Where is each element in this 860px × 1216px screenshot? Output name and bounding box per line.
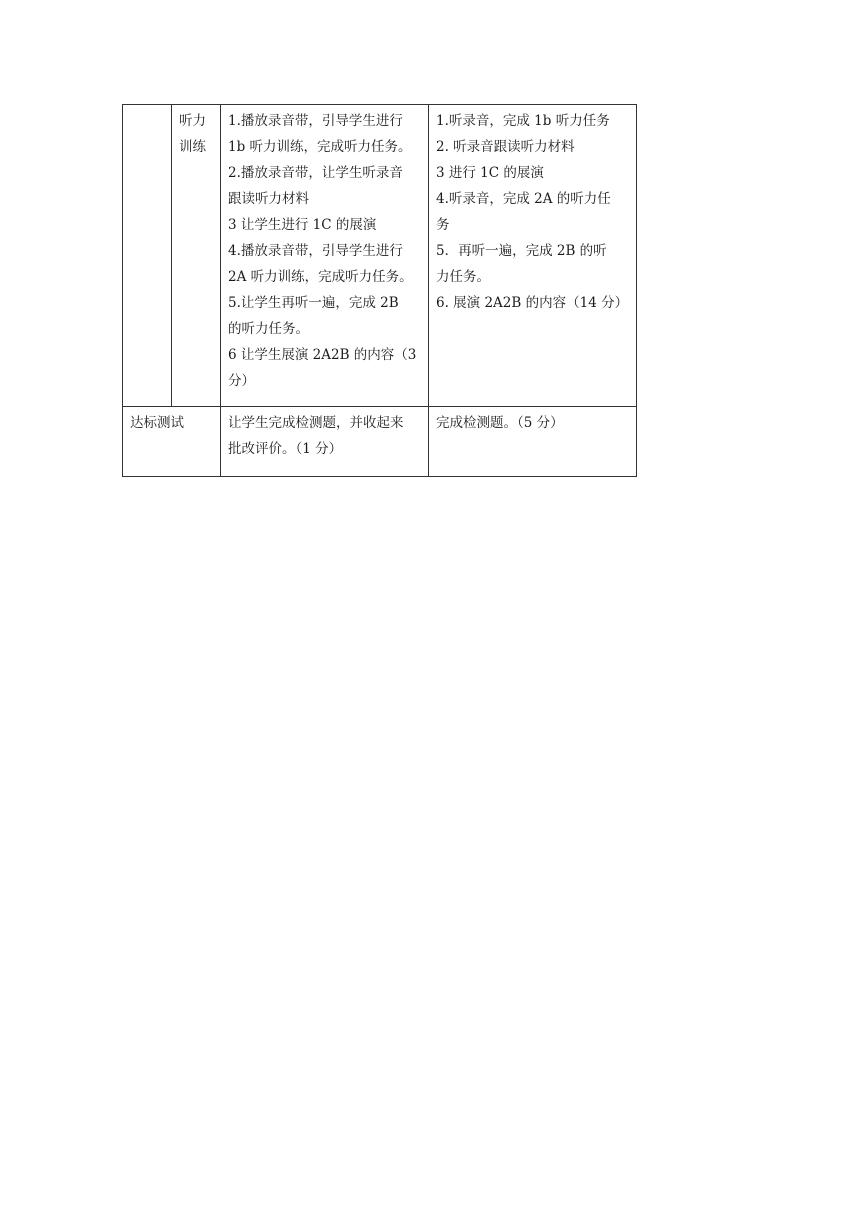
- sub-stage-cell: [172, 105, 221, 407]
- teacher-line: 让学生完成检测题，并收起来: [228, 415, 404, 431]
- stage-cell: [123, 105, 172, 407]
- student-line: 6. 展演 2A2B 的内容（14 分）: [436, 295, 629, 311]
- table-row-assessment: [123, 407, 637, 477]
- teacher-line: 2A 听力训练，完成听力任务。: [228, 269, 413, 285]
- teacher-line: 4.播放录音带，引导学生进行: [228, 243, 403, 259]
- teacher-line: 1.播放录音带，引导学生进行: [228, 113, 403, 129]
- teacher-line: 批改评价。（1 分）: [228, 441, 343, 457]
- student-line: 5．再听一遍，完成 2B 的听: [436, 243, 607, 259]
- lesson-plan-table: [122, 104, 637, 477]
- teacher-activity-cell: [221, 105, 429, 407]
- sub-stage-line: 听力: [179, 113, 206, 129]
- student-line: 4.听录音，完成 2A 的听力任: [436, 191, 611, 207]
- teacher-line: 2.播放录音带，让学生听录音: [228, 165, 403, 181]
- teacher-line: 跟读听力材料: [228, 191, 309, 207]
- student-line: 完成检测题。（5 分）: [436, 415, 564, 431]
- teacher-activity-cell: [221, 407, 429, 477]
- teacher-line: 3 让学生进行 1C 的展演: [228, 217, 377, 233]
- table-row-listening: [123, 105, 637, 407]
- stage-cell: 达标测试: [123, 407, 221, 477]
- student-line: 力任务。: [436, 269, 490, 285]
- sub-stage-line: 训练: [179, 139, 206, 155]
- teacher-line: 6 让学生展演 2A2B 的内容（3: [228, 347, 417, 363]
- student-activity-cell: [429, 105, 637, 407]
- student-line: 1.听录音，完成 1b 听力任务: [436, 113, 610, 129]
- student-line: 务: [436, 217, 450, 233]
- teacher-line: 的听力任务。: [228, 321, 309, 337]
- teacher-line: 1b 听力训练，完成听力任务。: [228, 139, 412, 155]
- student-line: 3 进行 1C 的展演: [436, 165, 544, 181]
- teacher-line: 分）: [228, 373, 255, 389]
- student-activity-cell: [429, 407, 637, 477]
- teacher-line: 5.让学生再听一遍，完成 2B: [228, 295, 399, 311]
- student-line: 2. 听录音跟读听力材料: [436, 139, 575, 155]
